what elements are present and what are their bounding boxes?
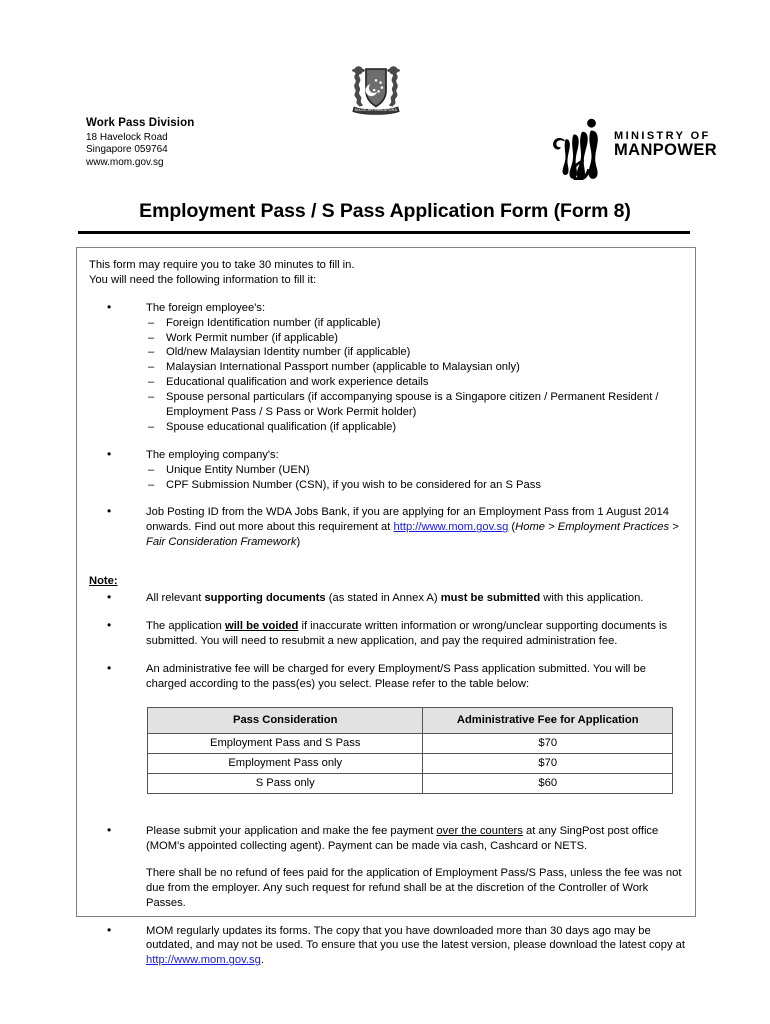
title-divider [78,231,690,234]
note-4-text-b: at any SingPost post office (MOM's appointed collecting agent). Payment can be made via cash, Cashcard or NETS. [146,825,659,852]
employee-item: – Spouse personal particulars (if accompanying spouse is a Singapore citizen / Permanent Resident / Employment Pass / S Pass or Work Permit holder) [89,390,685,420]
column-header-administrative-fee: Administrative Fee for Application [423,708,673,734]
note-1-bold-b: must be submitted [440,592,541,605]
page-title: Employment Pass / S Pass Application Form (Form 8) [139,200,631,222]
mom-website-link[interactable]: http://www.mom.gov.sg [393,521,509,534]
note-item-4-sub: There shall be no refund of fees paid for the application of Employment Pass/S Pass, unless the fee was not due from the employer. Any such request for refund shall be at the discretion of the Controller of Work Passes. [146,866,682,909]
note-4-emphasis: over the counters [436,825,523,838]
division-name: Work Pass Division [86,117,195,129]
breadcrumb: Home > Employment Practices > Fair Consideration Framework [146,521,679,549]
employee-item: – Malaysian International Passport number (applicable to Malaysian only) [89,360,685,375]
intro-line-1: This form may require you to take 30 minutes to fill in. [89,259,355,271]
note-1-bold-a: supporting documents [204,592,326,605]
note-item-4 [89,824,685,854]
address-line-1: 18 Havelock Road [86,131,168,143]
table-row [148,774,673,794]
cell-fee: $70 [423,734,673,754]
cell-pass-consideration: S Pass only [148,774,423,794]
employee-item: – Foreign Identification number (if applicable) [89,316,685,331]
employee-section-heading: • The foreign employee's: [89,301,685,316]
address-line-2: Singapore 059764 [86,144,168,156]
cell-fee: $70 [423,754,673,774]
note-1-text-b: (as stated in Annex A) [325,592,441,605]
table-row [148,734,673,754]
note-item-2 [89,619,685,649]
company-item: – Unique Entity Number (UEN) [89,463,685,478]
note-1-text-c: with this application. [540,592,644,605]
column-header-pass-consideration: Pass Consideration [148,708,423,734]
note-2-text-b: if inaccurate written information or wrong/unclear supporting documents is submitted. You will need to resubmit a new application, and pay the required administration fee. [146,619,668,647]
mom-logo-line-1: MINISTRY OF [614,130,711,142]
job-posting-requirement [89,505,685,550]
note-4-text-a: Please submit your application and make the fee payment [146,825,437,838]
mom-logo-line-2: MANPOWER [614,141,718,160]
employee-item: – Work Permit number (if applicable) [89,331,685,346]
intro-line-2: You will need the following information to fill it: [89,273,317,286]
cell-pass-consideration: Employment Pass only [148,754,423,774]
note-2-emphasis: will be voided [225,619,299,632]
job-posting-text: Job Posting ID from the WDA Jobs Bank, if you are applying for an Employment Pass from 1 August 2014 onwards. Find out more about this requirement at [146,506,669,534]
administrative-fee-table [147,707,673,794]
fee-table-container [147,707,685,794]
ministry-of-manpower-logo [552,118,718,180]
singapore-coat-of-arms-icon [345,57,407,119]
company-item: – CPF Submission Number (CSN), if you wish to be considered for an S Pass [89,478,685,493]
note-heading: Note: [89,575,118,588]
mom-wordmark [614,131,717,159]
crest-motto: MAJULAH SINGAPURA [354,108,398,113]
note-5-text-a: MOM regularly updates its forms. The copy that you have downloaded more than 30 days ago may be outdated, and may not be used. To ensure that you use the latest version, please download the latest copy at [146,924,686,952]
address-line-3: www.mom.gov.sg [86,156,164,168]
note-1-text-a: All relevant [146,592,205,605]
table-header-row [148,708,673,734]
company-section-heading: • The employing company's: [89,448,685,463]
employee-item: – Spouse educational qualification (if applicable) [89,420,685,435]
cell-fee: $60 [423,774,673,794]
note-5-text-b: . [260,954,264,967]
mom-flame-logo-icon [552,118,608,180]
mom-website-link-footer[interactable]: http://www.mom.gov.sg [146,954,261,967]
table-row [148,754,673,774]
cell-pass-consideration: Employment Pass and S Pass [148,734,423,754]
note-item-3: • An administrative fee will be charged for every Employment/S Pass application submitted. You will be charged according to the pass(es) you select. Please refer to the table below: [89,662,685,692]
breadcrumb-open: ( [508,521,516,534]
employee-item: – Educational qualification and work experience details [89,375,685,390]
employee-item: – Old/new Malaysian Identity number (if applicable) [89,345,685,360]
instructions-frame [76,247,696,967]
note-item-1 [89,591,685,606]
breadcrumb-close: ) [296,536,301,549]
note-2-text-a: The application [146,619,225,632]
address-block [86,116,194,170]
note-item-5 [89,924,685,969]
